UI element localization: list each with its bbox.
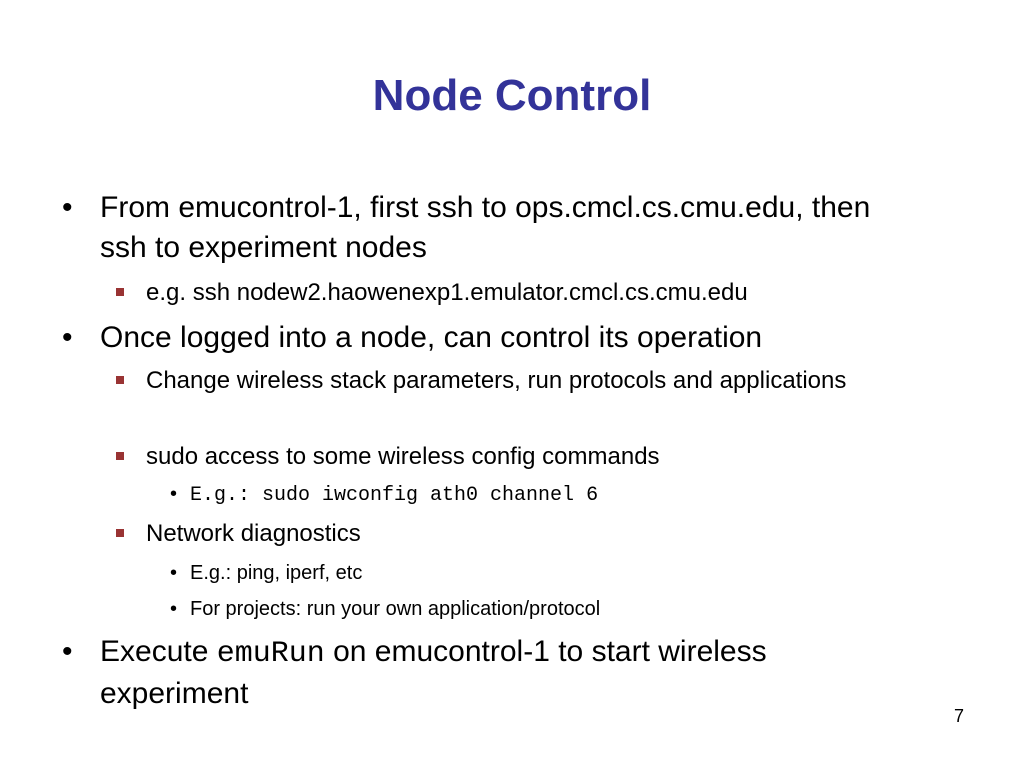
round-bullet-icon: • (62, 321, 73, 354)
bullet-item-2 (62, 318, 920, 358)
sub-bullet-text: Change wireless stack parameters, run protocols and applications (146, 367, 847, 394)
sub-bullet-item-2-1 (146, 364, 906, 398)
square-bullet-icon (116, 288, 124, 296)
bullet-text: Once logged into a node, can control its operation (100, 321, 763, 354)
sub-bullet-text: e.g. ssh nodew2.haowenexp1.emulator.cmcl.cs.cmu.edu (146, 279, 748, 306)
round-bullet-icon: • (62, 635, 73, 668)
sub-bullet-text: Network diagnostics (146, 520, 361, 547)
sub-bullet-item-1-1 (146, 276, 906, 310)
bullet-item-3 (62, 632, 920, 714)
square-bullet-icon (116, 452, 124, 460)
sub-bullet-item-2-3 (146, 517, 906, 551)
sub-bullet-text: sudo access to some wireless config commands (146, 443, 660, 470)
page-number: 7 (953, 706, 964, 726)
sub-sub-bullet-item-2-3-2 (170, 594, 890, 624)
square-bullet-icon (116, 529, 124, 537)
code-command-text: emuRun (216, 637, 325, 671)
sub-sub-bullet-item-2-3-1 (170, 558, 890, 588)
sub-bullet-item-2-2 (146, 440, 906, 474)
small-round-bullet-icon: • (170, 562, 178, 584)
bullet-item-1 (62, 188, 920, 268)
sub-sub-bullet-item-2-2-1 (170, 479, 890, 511)
square-bullet-icon (116, 376, 124, 384)
bullet-text-suffix: on emucontrol-1 to start wireless experiment (100, 635, 767, 710)
sub-sub-bullet-text: For projects: run your own application/protocol (190, 598, 601, 620)
slide-title: Node Control (372, 71, 652, 120)
sub-sub-bullet-text: E.g.: ping, iperf, etc (190, 562, 363, 584)
round-bullet-icon: • (62, 191, 73, 224)
small-round-bullet-icon: • (170, 598, 178, 620)
bullet-text-prefix: Execute (100, 635, 217, 668)
small-round-bullet-icon: • (170, 483, 178, 505)
code-example-text: E.g.: sudo iwconfig ath0 channel 6 (190, 484, 599, 507)
bullet-text: From emucontrol-1, first ssh to ops.cmcl.cs.cmu.edu, then ssh to experiment nodes (100, 191, 871, 264)
